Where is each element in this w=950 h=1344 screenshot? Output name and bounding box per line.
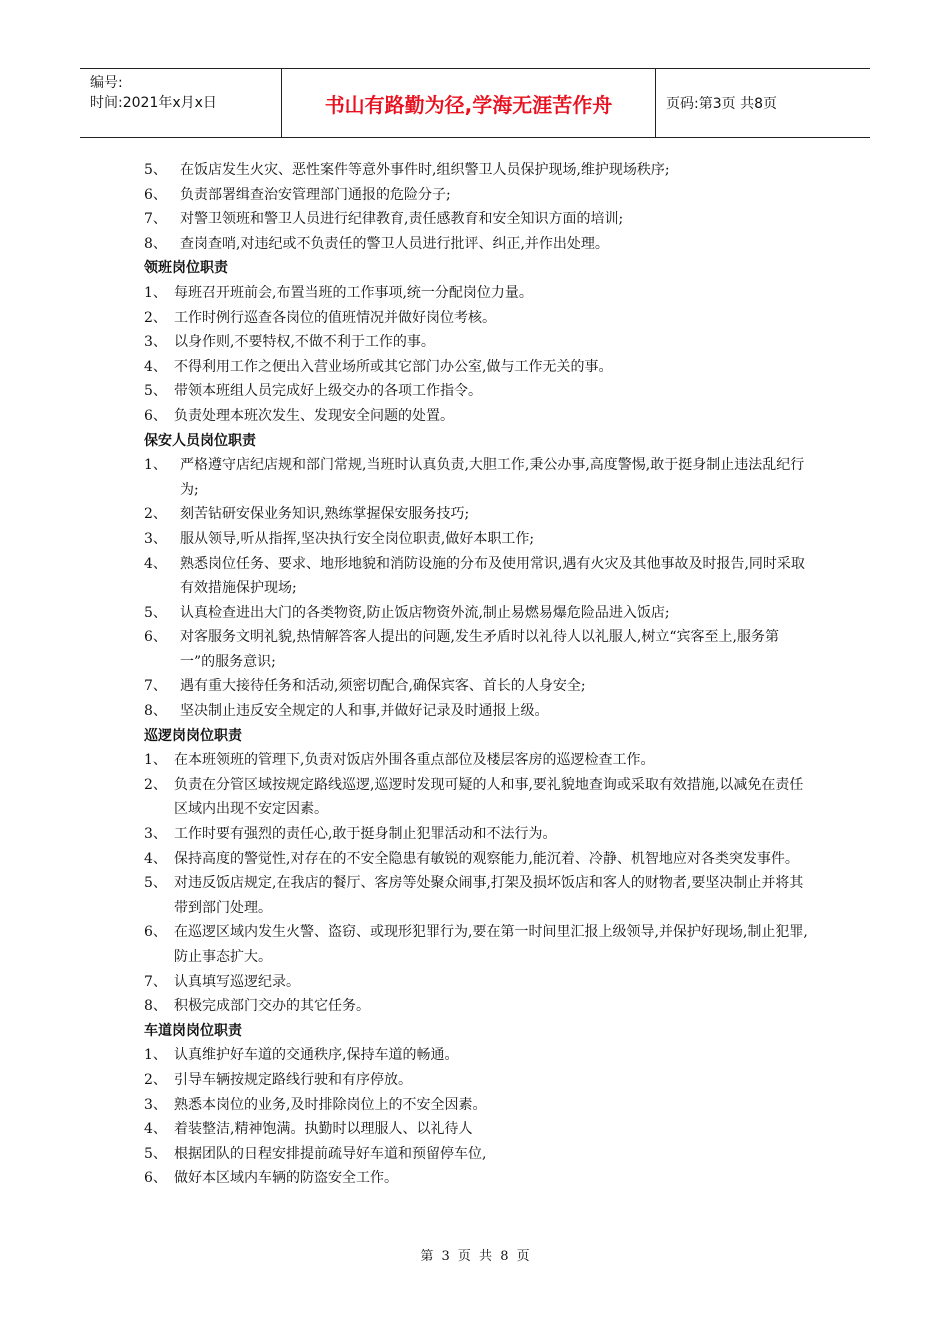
item-number: 5、 (144, 604, 167, 621)
item-number: 4、 (144, 358, 167, 375)
item-text: 做好本区域内车辆的防盗安全工作。 (174, 1170, 398, 1187)
duty-item (144, 871, 814, 920)
duty-item (144, 330, 814, 355)
item-number: 3、 (144, 1096, 167, 1113)
item-text: 在饭店发生火灾、恶性案件等意外事件时,组织警卫人员保护现场,维护现场秩序; (180, 162, 670, 178)
item-number: 8、 (144, 703, 167, 720)
item-text: 严格遵守店纪店规和部门常规,当班时认真负责,大胆工作,秉公办事,高度警惕,敢于挺身制止违法乱纪行为; (180, 457, 805, 498)
duty-item (144, 379, 814, 404)
document-number-label: 编号: (90, 75, 123, 91)
item-number: 6、 (144, 407, 167, 424)
item-text: 工作时例行巡查各岗位的值班情况并做好岗位考核。 (174, 309, 496, 326)
item-text: 根据团队的日程安排提前疏导好车道和预留停车位, (174, 1145, 487, 1162)
item-text: 积极完成部门交办的其它任务。 (174, 998, 370, 1015)
item-text: 认真填写巡逻纪录。 (174, 973, 300, 990)
duty-item (144, 822, 814, 847)
header-page-number: 页码:第3页 共8页 (666, 96, 777, 112)
duty-item (144, 601, 814, 626)
item-text: 服从领导,听从指挥,坚决执行安全岗位职责,做好本职工作; (180, 530, 535, 547)
duty-item (144, 232, 814, 257)
duty-item (144, 970, 814, 995)
duty-item (144, 1043, 814, 1068)
item-text: 每班召开班前会,布置当班的工作事项,统一分配岗位力量。 (174, 284, 533, 301)
duty-item (144, 158, 814, 183)
item-text: 负责在分管区域按规定路线巡逻,巡逻时发现可疑的人和事,要礼貌地查询或采取有效措施,以减免在责任区域内出现不安定因素。 (174, 776, 804, 818)
item-number: 6、 (144, 1170, 167, 1187)
section-heading: 保安人员岗位职责 (144, 432, 256, 449)
duty-item (144, 1068, 814, 1093)
item-number: 3、 (144, 826, 167, 843)
item-text: 着装整洁,精神饱满。执勤时以理服人、以礼待人 (174, 1121, 473, 1138)
item-number: 7、 (144, 973, 167, 990)
item-text: 保持高度的警觉性,对存在的不安全隐患有敏锐的观察能力,能沉着、冷静、机智地应对各类突发事件。 (174, 850, 799, 867)
item-text: 认真维护好车道的交通秩序,保持车道的畅通。 (174, 1047, 459, 1064)
item-text: 负责部署缉查治安管理部门通报的危险分子; (180, 186, 451, 203)
item-number: 2、 (144, 506, 167, 523)
duty-item (144, 183, 814, 208)
duty-item (144, 699, 814, 724)
item-number: 3、 (144, 334, 167, 351)
duty-section (144, 1019, 814, 1191)
duty-item (144, 355, 814, 380)
duty-item (144, 453, 814, 502)
duty-item (144, 920, 814, 969)
item-number: 5、 (144, 162, 167, 178)
item-text: 不得利用工作之便出入营业场所或其它部门办公室,做与工作无关的事。 (174, 358, 613, 375)
item-number: 5、 (144, 875, 167, 892)
item-number: 6、 (144, 924, 167, 941)
section-heading: 车道岗岗位职责 (144, 1022, 242, 1039)
item-number: 4、 (144, 555, 167, 572)
item-number: 6、 (144, 186, 167, 203)
duty-item (144, 1142, 814, 1167)
item-number: 1、 (144, 752, 167, 769)
item-text: 工作时要有强烈的责任心,敢于挺身制止犯罪活动和不法行为。 (174, 826, 557, 843)
item-number: 1、 (144, 284, 167, 301)
duty-item (144, 502, 814, 527)
item-number: 1、 (144, 1047, 167, 1064)
item-number: 5、 (144, 1145, 167, 1162)
duty-item (144, 1093, 814, 1118)
item-text: 对客服务文明礼貌,热情解答客人提出的问题,发生矛盾时以礼待人以礼服人,树立“宾客至上,服务第一”的服务意识; (180, 629, 779, 670)
duty-item (144, 674, 814, 699)
duty-item (144, 1166, 814, 1191)
header-motto: 书山有路勤为径,学海无涯苦作舟 (282, 69, 656, 137)
item-number: 7、 (144, 211, 167, 228)
duty-item (144, 847, 814, 872)
item-text: 熟悉本岗位的业务,及时排除岗位上的不安全因素。 (174, 1096, 487, 1113)
item-text: 熟悉岗位任务、要求、地形地貌和消防设施的分布及使用常识,遇有火灾及其他事故及时报告,同时采取有效措施保护现场; (180, 555, 805, 597)
item-text: 带领本班组人员完成好上级交办的各项工作指令。 (174, 383, 482, 400)
duty-item (144, 1117, 814, 1142)
duty-item (144, 404, 814, 429)
item-number: 2、 (144, 309, 167, 326)
duty-item (144, 625, 814, 674)
duty-section (144, 158, 814, 256)
item-text: 认真检查进出大门的各类物资,防止饭店物资外流,制止易燃易爆危险品进入饭店; (180, 604, 670, 621)
item-number: 3、 (144, 530, 167, 547)
page-footer: 第 3 页 共 8 页 (420, 1249, 530, 1264)
duty-item (144, 527, 814, 552)
item-text: 负责处理本班次发生、发现安全问题的处置。 (174, 407, 454, 424)
duty-section (144, 724, 814, 1019)
header-meta (80, 69, 282, 137)
duty-section (144, 429, 814, 724)
duty-item (144, 773, 814, 822)
item-text: 查岗查哨,对违纪或不负责任的警卫人员进行批评、纠正,并作出处理。 (180, 235, 609, 252)
item-text: 引导车辆按规定路线行驶和有序停放。 (174, 1071, 412, 1088)
item-number: 4、 (144, 1121, 167, 1138)
section-heading: 巡逻岗岗位职责 (144, 727, 242, 744)
duty-section (144, 256, 814, 428)
duty-item (144, 552, 814, 601)
duty-item (144, 994, 814, 1019)
duty-item (144, 207, 814, 232)
page-header (80, 68, 870, 138)
duty-item (144, 748, 814, 773)
item-number: 6、 (144, 629, 167, 646)
section-heading: 领班岗位职责 (144, 260, 228, 277)
item-number: 4、 (144, 850, 167, 867)
document-date-label: 时间:2021年x月x日 (90, 95, 217, 111)
duty-item (144, 306, 814, 331)
item-text: 对违反饭店规定,在我店的餐厅、客房等处聚众闹事,打架及损坏饭店和客人的财物者,要坚决制止并将其带到部门处理。 (174, 875, 804, 916)
item-text: 在巡逻区域内发生火警、盗窃、或现形犯罪行为,要在第一时间里汇报上级领导,并保护好现场,制止犯罪,防止事态扩大。 (174, 924, 808, 965)
duty-item (144, 281, 814, 306)
item-number: 1、 (144, 457, 167, 474)
item-text: 对警卫领班和警卫人员进行纪律教育,责任感教育和安全知识方面的培训; (180, 211, 624, 228)
item-text: 在本班领班的管理下,负责对饭店外围各重点部位及楼层客房的巡逻检查工作。 (174, 752, 655, 769)
item-text: 以身作则,不要特权,不做不利于工作的事。 (174, 334, 435, 351)
item-number: 8、 (144, 235, 167, 252)
item-number: 8、 (144, 998, 167, 1015)
item-number: 2、 (144, 776, 167, 793)
item-text: 刻苦钻研安保业务知识,熟练掌握保安服务技巧; (180, 506, 470, 523)
item-text: 坚决制止违反安全规定的人和事,并做好记录及时通报上级。 (180, 703, 549, 720)
item-number: 2、 (144, 1071, 167, 1088)
item-number: 7、 (144, 678, 167, 695)
item-text: 遇有重大接待任务和活动,须密切配合,确保宾客、首长的人身安全; (180, 678, 586, 695)
document-body (144, 158, 814, 1191)
item-number: 5、 (144, 383, 167, 400)
